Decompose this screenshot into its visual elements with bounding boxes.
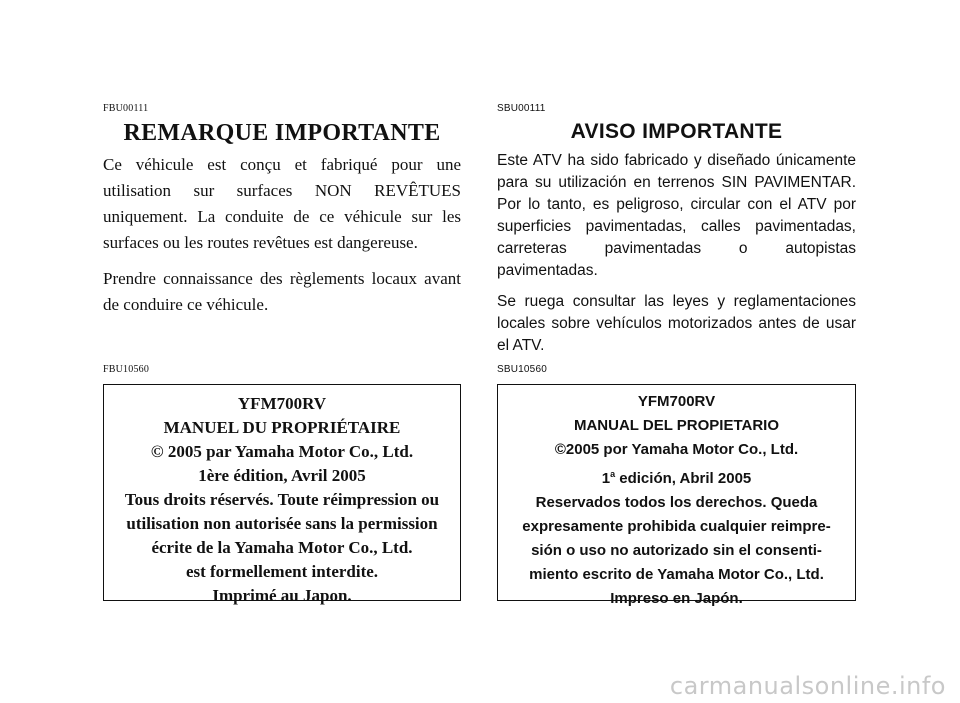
manual-title-fr: MANUEL DU PROPRIÉTAIRE <box>163 418 401 437</box>
rights-line-3-fr: écrite de la Yamaha Motor Co., Ltd. <box>151 538 413 557</box>
title-fr: REMARQUE IMPORTANTE <box>123 120 441 146</box>
rights-line-1-fr: Tous droits réservés. Toute réimpression ou <box>124 490 440 509</box>
printed-line-fr: Imprimé au Japon. <box>212 586 352 605</box>
section-code-es: SBU00111 <box>497 103 546 114</box>
paragraph-1-es: Este ATV ha sido fabricado y diseñado únicamente para su utilización en terrenos SIN PAVIMENTAR. Por lo tanto, es peligroso, circular con el ATV por superficies pavimentadas, calles pavimentadas, carreteras pavimentadas o autopistas pavimentadas. <box>497 152 856 279</box>
copyright-code-fr: FBU10560 <box>103 364 150 375</box>
edition-superscript-es: a <box>610 469 616 479</box>
title-es: AVISO IMPORTANTE <box>570 120 783 143</box>
copyright-box-fr <box>103 384 461 605</box>
edition-text-es: edición, Abril 2005 <box>615 470 752 487</box>
printed-line-es: Impreso en Japón. <box>610 590 743 607</box>
edition-line-fr: 1ère édition, Avril 2005 <box>198 466 366 485</box>
model-name-fr: YFM700RV <box>237 394 327 413</box>
rights-line-3-es: sión o uso no autorizado sin el consenti- <box>531 542 822 559</box>
edition-line-es <box>498 462 855 491</box>
rights-line-4-es: miento escrito de Yamaha Motor Co., Ltd. <box>529 566 824 583</box>
copyright-box-es <box>497 384 856 607</box>
copyright-code-es: SBU10560 <box>497 364 547 375</box>
copyright-line-fr: © 2005 par Yamaha Motor Co., Ltd. <box>150 442 414 461</box>
rights-line-2-fr: utilisation non autorisée sans la permission <box>126 514 438 533</box>
watermark-text: carmanualsonline.info <box>669 672 946 700</box>
paragraph-2-fr: Prendre connaissance des règlements locaux avant de conduire ce véhicule. <box>103 269 461 314</box>
edition-number-es: 1 <box>601 470 611 487</box>
model-name-es: YFM700RV <box>637 393 716 410</box>
section-code-fr: FBU00111 <box>103 103 149 114</box>
copyright-line-es: ©2005 por Yamaha Motor Co., Ltd. <box>554 441 799 458</box>
rights-line-4-fr: est formellement interdite. <box>185 562 379 581</box>
rights-line-2-es: expresamente prohibida cualquier reimpre- <box>522 518 831 535</box>
manual-title-es: MANUAL DEL PROPIETARIO <box>573 417 779 434</box>
paragraph-1-fr: Ce véhicule est conçu et fabriqué pour une utilisation sur surfaces NON REVÊTUES uniquement. La conduite de ce véhicule sur les surfaces ou les routes revêtues est dangereuse. <box>103 155 461 252</box>
rights-line-1-es: Reservados todos los derechos. Queda <box>535 494 818 511</box>
paragraph-2-es: Se ruega consultar las leyes y reglamentaciones locales sobre vehículos motorizados antes de usar el ATV. <box>497 293 856 354</box>
